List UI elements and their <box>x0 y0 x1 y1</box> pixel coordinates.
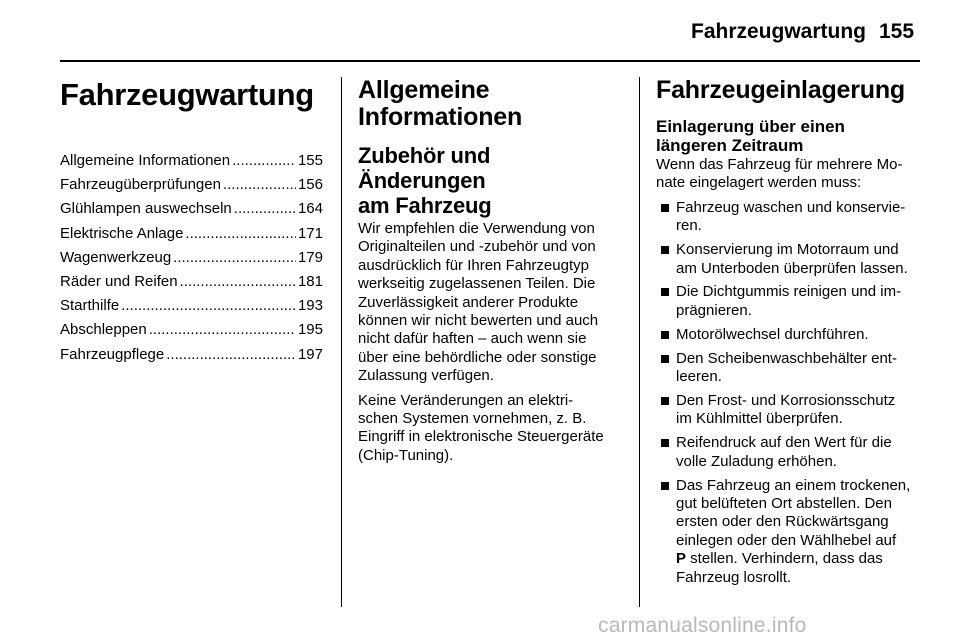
toc-label: Wagenwerkzeug <box>60 248 172 266</box>
toc-page-number: 195 <box>297 321 323 339</box>
square-bullet-icon <box>661 439 669 447</box>
toc-leader-dots <box>173 246 296 270</box>
toc-entry[interactable] <box>60 246 323 270</box>
item-line: volle Zuladung erhöhen. <box>676 452 837 470</box>
square-bullet-icon <box>661 482 669 490</box>
square-bullet-icon <box>661 204 669 212</box>
toc-leader-dots <box>121 294 296 318</box>
paragraph-line: nicht dafür haften – auch wenn sie <box>358 330 587 348</box>
toc-leader-dots <box>180 270 296 294</box>
toc-label: Fahrzeugüberprüfungen <box>60 176 221 194</box>
paragraph-line: Eingriff in elektronische Steuergeräte <box>358 428 604 446</box>
paragraph-line: (Chip-Tuning). <box>358 446 454 464</box>
toc-leader-dots <box>234 197 296 221</box>
column-divider-2 <box>639 77 640 607</box>
item-line: Den Frost- und Korrosionsschutz <box>676 391 896 409</box>
item-line: Konservierung im Motorraum und <box>676 241 899 259</box>
column-storage <box>656 77 920 593</box>
item-line: Motorölwechsel durchführen. <box>676 325 869 343</box>
checklist-item <box>656 241 920 278</box>
toc-leader-dots <box>223 173 296 197</box>
toc-page-number: 193 <box>297 297 323 315</box>
paragraph-line: Wenn das Fahrzeug für mehrere Mo- <box>656 156 903 173</box>
item-line: stellen. Verhindern, dass das <box>686 550 883 568</box>
subheading-line-2: am Fahrzeug <box>358 193 492 218</box>
checklist-item <box>656 326 920 344</box>
toc-label: Abschleppen <box>60 321 147 339</box>
subheading-long-storage <box>656 117 920 155</box>
toc-entry[interactable] <box>60 173 323 197</box>
section-heading-general-info <box>358 77 623 131</box>
subheading-line-2: längeren Zeitraum <box>656 136 804 155</box>
toc-leader-dots <box>166 343 296 367</box>
toc-page-number: 156 <box>297 176 323 194</box>
toc-page-number: 179 <box>297 248 323 266</box>
storage-checklist <box>656 199 920 587</box>
paragraph-line: können wir nicht bewerten und auch <box>358 312 599 330</box>
item-line: leeren. <box>676 368 722 386</box>
subheading-accessories <box>358 143 623 218</box>
toc-leader-dots <box>149 318 296 342</box>
item-line: Reifendruck auf den Wert für die <box>676 434 892 452</box>
toc-leader-dots <box>185 222 296 246</box>
item-line: einlegen oder den Wählhebel auf <box>676 531 897 549</box>
item-line: Fahrzeug losrollt. <box>676 568 792 586</box>
toc-entry[interactable] <box>60 197 323 221</box>
checklist-item <box>656 350 920 387</box>
watermark: carmanualsonline.info <box>598 614 807 637</box>
column-general-info <box>358 77 623 471</box>
item-line: gut belüfteten Ort abstellen. Den <box>676 495 892 512</box>
paragraph-line: ausdrücklich für Ihren Fahrzeugtyp <box>358 256 589 274</box>
checklist-item <box>656 283 920 320</box>
toc-label: Starthilfe <box>60 297 120 315</box>
heading-line-1: Allgemeine <box>358 76 490 104</box>
section-heading-storage: Fahrzeugeinlagerung <box>656 76 906 104</box>
toc-entry[interactable] <box>60 222 323 246</box>
checklist-item <box>656 434 920 471</box>
square-bullet-icon <box>661 331 669 339</box>
toc-entry[interactable] <box>60 318 323 342</box>
toc-page-number: 155 <box>297 152 323 169</box>
paragraph-line: schen Systemen vornehmen, z. B. <box>358 410 587 428</box>
toc-entry[interactable] <box>60 343 323 367</box>
paragraph-storage-intro <box>656 156 920 193</box>
square-bullet-icon <box>661 397 669 405</box>
item-line: Den Scheibenwaschbehälter ent- <box>676 349 897 367</box>
paragraph-line: über eine behördliche oder sonstige <box>358 348 597 366</box>
toc-label: Glühlampen auswechseln <box>60 200 232 218</box>
running-header-title: Fahrzeugwartung <box>691 20 867 43</box>
paragraph-line: nate eingelagert werden muss: <box>656 174 862 192</box>
toc-entry[interactable] <box>60 294 323 318</box>
toc-label: Räder und Reifen <box>60 273 178 291</box>
item-line: Das Fahrzeug an einem trockenen, <box>676 476 911 494</box>
subheading-line-1: Zubehör und Änderungen <box>358 143 491 193</box>
paragraph-line: Zulassung verfügen. <box>358 367 494 385</box>
item-line: ren. <box>676 217 702 235</box>
checklist-item <box>656 199 920 236</box>
column-toc <box>60 77 323 367</box>
toc-entry[interactable] <box>60 270 323 294</box>
item-line: prägnieren. <box>676 301 752 319</box>
paragraph-electrical-changes <box>358 392 623 466</box>
toc-label: Elektrische Anlage <box>60 224 184 242</box>
item-line: Fahrzeug waschen und konservie- <box>676 198 906 216</box>
paragraph-line: Wir empfehlen die Verwendung von <box>358 220 595 237</box>
header-rule <box>60 60 920 62</box>
paragraph-line: Originalteilen und -zubehör und von <box>358 238 596 256</box>
toc-label: Fahrzeugpflege <box>60 345 165 363</box>
toc-entry[interactable] <box>60 149 323 173</box>
paragraph-original-parts <box>358 220 623 386</box>
square-bullet-icon <box>661 246 669 254</box>
subheading-line-1: Einlagerung über einen <box>656 117 845 136</box>
heading-line-2: Informationen <box>358 103 523 131</box>
checklist-item <box>656 477 920 587</box>
paragraph-line: werkseitig zugelassenen Teilen. Die <box>358 275 596 293</box>
item-line: ersten oder den Rückwärtsgang <box>676 513 889 531</box>
toc-page-number: 164 <box>297 200 323 218</box>
toc-label: Allgemeine Informationen <box>60 152 231 169</box>
page-number: 155 <box>879 20 915 43</box>
toc-leader-dots <box>232 149 296 173</box>
item-line: am Unterboden überprüfen lassen. <box>676 259 908 277</box>
checklist-item <box>656 392 920 429</box>
toc-page-number: 181 <box>297 273 323 291</box>
item-line: Die Dichtgummis reinigen und im- <box>676 283 902 301</box>
toc-page-number: 171 <box>297 224 323 242</box>
table-of-contents <box>60 149 323 367</box>
item-line: im Kühlmittel überprüfen. <box>676 410 843 428</box>
paragraph-line: Zuverlässigkeit anderer Produkte <box>358 293 579 311</box>
square-bullet-icon <box>661 355 669 363</box>
column-divider-1 <box>341 77 342 607</box>
paragraph-line: Keine Veränderungen an elektri- <box>358 391 574 409</box>
chapter-title: Fahrzeugwartung <box>60 77 314 112</box>
gear-position-p: P <box>676 550 687 568</box>
square-bullet-icon <box>661 288 669 296</box>
toc-page-number: 197 <box>297 345 323 363</box>
